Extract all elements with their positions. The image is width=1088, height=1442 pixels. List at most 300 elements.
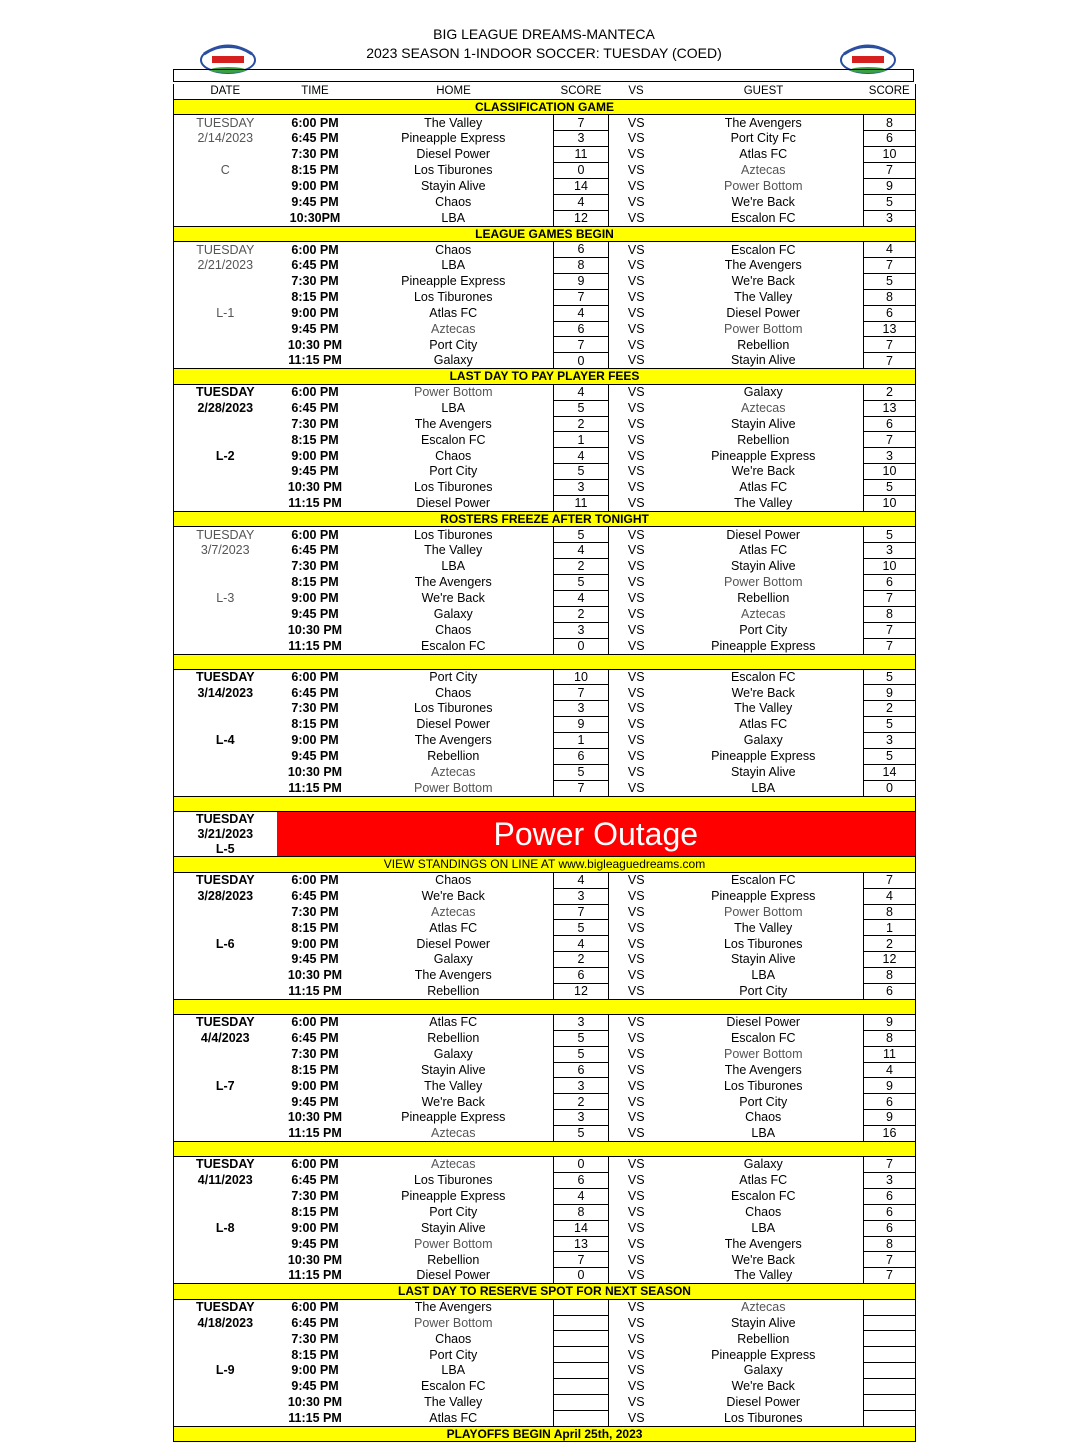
guest-team: Aztecas <box>741 163 786 178</box>
game-row <box>174 888 916 904</box>
game-time: 6:00 PM <box>291 1300 339 1315</box>
guest-team: Rebellion <box>737 1331 790 1346</box>
date-cell <box>174 920 277 936</box>
home-team: Atlas FC <box>429 920 478 935</box>
date-cell <box>174 1046 277 1062</box>
home-score <box>554 1299 609 1315</box>
guest-score: 3 <box>864 1172 916 1188</box>
vs-label: VS <box>627 1015 645 1030</box>
date-cell <box>174 1062 277 1078</box>
vs-label: VS <box>627 1410 645 1425</box>
vs-label: VS <box>627 147 645 162</box>
outage-date-cell: L-5 <box>215 841 235 856</box>
game-row <box>174 543 916 559</box>
vs-label: VS <box>627 1315 645 1330</box>
game-row <box>174 622 916 638</box>
game-time: 10:30 PM <box>287 968 343 983</box>
home-score: 0 <box>554 163 609 179</box>
game-time: 10:30 PM <box>287 622 343 637</box>
game-time: 11:15 PM <box>288 638 342 653</box>
guest-score: 7 <box>864 872 916 888</box>
game-row <box>174 1204 916 1220</box>
home-score: 5 <box>554 1030 609 1046</box>
date-cell <box>174 748 277 764</box>
date-cell <box>174 273 277 289</box>
home-team: Diesel Power <box>416 1268 491 1283</box>
vs-label: VS <box>627 1331 645 1346</box>
vs-label: VS <box>627 543 645 558</box>
guest-team: Escalon FC <box>730 669 796 684</box>
guest-score: 6 <box>864 1204 916 1220</box>
home-score: 4 <box>554 194 609 210</box>
guest-score: 8 <box>864 289 916 305</box>
home-team: Los Tiburones <box>413 527 493 542</box>
home-team: LBA <box>441 559 466 574</box>
home-score: 8 <box>554 258 609 274</box>
guest-score: 6 <box>864 416 916 432</box>
home-score: 12 <box>554 984 609 1000</box>
guest-score <box>864 1363 916 1379</box>
guest-score: 5 <box>864 527 916 543</box>
game-time: 6:45 PM <box>291 258 339 273</box>
home-team: Pineapple Express <box>401 1189 506 1204</box>
vs-label: VS <box>627 1173 645 1188</box>
guest-score: 7 <box>864 1157 916 1173</box>
home-score: 4 <box>554 305 609 321</box>
game-row <box>174 764 916 780</box>
date-cell <box>174 464 277 480</box>
col-date: DATE <box>174 84 277 99</box>
vs-label: VS <box>627 607 645 622</box>
date-cell <box>174 1252 277 1268</box>
vs-label: VS <box>627 131 645 146</box>
game-time: 9:45 PM <box>291 749 339 764</box>
guest-team: Pineapple Express <box>711 749 816 764</box>
home-score: 3 <box>554 480 609 496</box>
guest-team: The Valley <box>734 701 793 716</box>
game-row <box>174 305 916 321</box>
guest-score: 5 <box>864 273 916 289</box>
home-team: Stayin Alive <box>420 1062 486 1077</box>
guest-score: 2 <box>864 384 916 400</box>
game-time: 7:30 PM <box>291 904 339 919</box>
banner-text: LEAGUE GAMES BEGIN <box>174 226 916 242</box>
date-cell <box>174 1395 277 1411</box>
home-score: 6 <box>554 1172 609 1188</box>
game-time: 9:45 PM <box>291 195 339 210</box>
game-time: 10:30 PM <box>287 480 343 495</box>
game-row <box>174 575 916 591</box>
date-cell <box>174 559 277 575</box>
game-row <box>174 115 916 131</box>
game-row <box>174 733 916 749</box>
game-time: 9:00 PM <box>291 733 339 748</box>
game-row <box>174 748 916 764</box>
vs-label: VS <box>627 1204 645 1219</box>
guest-team: Stayin Alive <box>730 952 796 967</box>
game-row <box>174 1299 916 1315</box>
home-score: 7 <box>554 685 609 701</box>
game-time: 6:00 PM <box>291 527 339 542</box>
guest-score <box>864 1331 916 1347</box>
game-time: 8:15 PM <box>291 920 339 935</box>
game-time: 6:00 PM <box>291 385 339 400</box>
game-time: 9:45 PM <box>291 1236 339 1251</box>
home-score: 13 <box>554 1236 609 1252</box>
game-row <box>174 1046 916 1062</box>
date-cell: 2/14/2023 <box>197 131 254 146</box>
vs-label: VS <box>627 1395 645 1410</box>
game-row <box>174 780 916 796</box>
home-score: 5 <box>554 575 609 591</box>
vs-label: VS <box>627 1379 645 1394</box>
guest-score: 8 <box>864 968 916 984</box>
guest-team: Rebellion <box>737 591 790 606</box>
home-team: LBA <box>441 258 466 273</box>
date-cell <box>174 178 277 194</box>
guest-score <box>864 1410 916 1426</box>
game-time: 10:30PM <box>289 210 341 225</box>
vs-label: VS <box>627 1252 645 1267</box>
vs-label: VS <box>627 495 645 510</box>
date-cell <box>174 1331 277 1347</box>
home-score: 7 <box>554 289 609 305</box>
date-cell: TUESDAY <box>195 385 255 400</box>
game-row <box>174 527 916 543</box>
home-score: 7 <box>554 904 609 920</box>
date-cell: TUESDAY <box>195 873 255 888</box>
guest-score: 3 <box>864 733 916 749</box>
date-cell: TUESDAY <box>195 1157 255 1172</box>
vs-label: VS <box>627 873 645 888</box>
date-cell <box>174 353 277 369</box>
guest-team: Atlas FC <box>739 1173 788 1188</box>
guest-score: 2 <box>864 701 916 717</box>
game-time: 9:45 PM <box>291 952 339 967</box>
game-time: 6:45 PM <box>291 543 339 558</box>
home-score: 14 <box>554 1220 609 1236</box>
guest-team: Stayin Alive <box>730 416 796 431</box>
home-score: 3 <box>554 1078 609 1094</box>
guest-score: 6 <box>864 305 916 321</box>
home-team: We're Back <box>421 1094 485 1109</box>
guest-score: 6 <box>864 1188 916 1204</box>
col-vs: VS <box>609 84 664 99</box>
vs-label: VS <box>627 936 645 951</box>
game-row <box>174 242 916 258</box>
game-time: 9:45 PM <box>291 1379 339 1394</box>
section-banner <box>174 511 916 527</box>
guest-team: Pineapple Express <box>711 448 816 463</box>
guest-team: We're Back <box>731 1379 795 1394</box>
home-team: Pineapple Express <box>401 131 506 146</box>
date-cell: L-8 <box>215 1220 235 1235</box>
date-cell: TUESDAY <box>196 527 255 542</box>
banner-text: LAST DAY TO RESERVE SPOT FOR NEXT SEASON <box>174 1284 916 1300</box>
date-cell <box>174 717 277 733</box>
date-cell <box>174 337 277 353</box>
home-score <box>554 1395 609 1411</box>
guest-team: Power Bottom <box>723 321 803 336</box>
home-team: Chaos <box>435 1331 472 1346</box>
guest-score: 7 <box>864 1268 916 1284</box>
vs-label: VS <box>627 749 645 764</box>
guest-team: Diesel Power <box>726 1395 801 1410</box>
guest-team: LBA <box>751 780 776 795</box>
home-score: 3 <box>554 701 609 717</box>
vs-label: VS <box>627 448 645 463</box>
home-score: 5 <box>554 1046 609 1062</box>
guest-team: Chaos <box>745 1110 782 1125</box>
home-score: 6 <box>554 968 609 984</box>
home-team: Rebellion <box>427 1031 480 1045</box>
guest-score <box>864 1347 916 1363</box>
date-cell <box>174 147 277 163</box>
date-cell: L-4 <box>215 733 235 748</box>
page-title: BIG LEAGUE DREAMS-MANTECA <box>433 26 655 42</box>
guest-team: Port City <box>739 1094 788 1109</box>
home-score: 0 <box>554 638 609 654</box>
home-score: 0 <box>554 353 609 369</box>
home-team: Port City <box>429 464 478 479</box>
banner-empty <box>174 796 916 811</box>
home-team: Galaxy <box>433 1046 473 1061</box>
vs-label: VS <box>627 1031 645 1045</box>
home-team: Chaos <box>435 242 472 257</box>
home-team: The Avengers <box>414 416 492 431</box>
date-cell <box>174 1188 277 1204</box>
vs-label: VS <box>627 1078 645 1093</box>
guest-team: Galaxy <box>743 733 783 748</box>
vs-label: VS <box>627 115 645 130</box>
home-score <box>554 1410 609 1426</box>
guest-score: 13 <box>864 321 916 337</box>
game-time: 10:30 PM <box>287 765 343 780</box>
game-time: 10:30 PM <box>287 1252 343 1267</box>
home-score: 7 <box>554 337 609 353</box>
vs-label: VS <box>627 1062 645 1077</box>
section-banner <box>174 857 916 873</box>
guest-team: Escalon FC <box>730 1189 796 1204</box>
home-team: Diesel Power <box>416 936 491 951</box>
game-time: 9:00 PM <box>291 448 339 463</box>
home-score: 7 <box>554 1252 609 1268</box>
guest-team: Atlas FC <box>739 147 788 162</box>
date-cell <box>174 575 277 591</box>
guest-score: 5 <box>864 669 916 685</box>
game-row <box>174 1157 916 1173</box>
date-cell <box>174 984 277 1000</box>
guest-team: LBA <box>751 1220 776 1235</box>
guest-team: We're Back <box>731 685 795 700</box>
game-row <box>174 1110 916 1126</box>
guest-score: 9 <box>864 178 916 194</box>
guest-score: 7 <box>864 622 916 638</box>
home-team: Escalon FC <box>420 432 486 447</box>
guest-team: Los Tiburones <box>723 1078 803 1093</box>
guest-team: Atlas FC <box>739 480 788 495</box>
game-row <box>174 464 916 480</box>
vs-label: VS <box>627 1236 645 1251</box>
home-team: Rebellion <box>427 983 480 998</box>
game-time: 9:00 PM <box>291 1363 339 1378</box>
home-team: Escalon FC <box>420 1379 486 1394</box>
game-time: 9:45 PM <box>291 1094 339 1109</box>
guest-team: Escalon FC <box>730 873 796 888</box>
home-score: 2 <box>554 559 609 575</box>
home-team: Power Bottom <box>413 1236 493 1251</box>
date-cell: 4/4/2023 <box>200 1031 250 1045</box>
game-time: 7:30 PM <box>291 1046 339 1061</box>
game-row <box>174 1395 916 1411</box>
guest-team: The Avengers <box>724 115 802 130</box>
home-score: 5 <box>554 920 609 936</box>
game-time: 7:30 PM <box>291 1331 339 1346</box>
home-score: 2 <box>554 1094 609 1110</box>
guest-team: Escalon FC <box>730 210 796 225</box>
home-team: The Valley <box>424 1078 483 1093</box>
game-row <box>174 131 916 147</box>
home-team: Aztecas <box>431 1157 476 1172</box>
game-time: 8:15 PM <box>291 1062 339 1077</box>
game-time: 9:00 PM <box>291 591 339 606</box>
home-score: 7 <box>554 115 609 131</box>
home-score: 8 <box>554 1204 609 1220</box>
home-score: 12 <box>554 210 609 226</box>
game-time: 7:30 PM <box>291 274 339 289</box>
section-banner <box>174 1284 916 1300</box>
game-time: 6:00 PM <box>291 669 339 684</box>
date-cell: TUESDAY <box>196 242 255 257</box>
section-banner <box>174 99 916 115</box>
home-score: 14 <box>554 178 609 194</box>
vs-label: VS <box>627 289 645 304</box>
guest-score: 10 <box>864 495 916 511</box>
game-time: 11:15 PM <box>288 1126 342 1141</box>
guest-team: The Avengers <box>724 1062 802 1077</box>
guest-team: The Valley <box>734 1268 793 1283</box>
date-cell <box>174 1268 277 1284</box>
home-score: 4 <box>554 936 609 952</box>
home-team: The Valley <box>424 1395 483 1410</box>
home-team: Aztecas <box>431 1126 476 1141</box>
outage-date-cell: TUESDAY <box>195 811 255 826</box>
guest-team: LBA <box>751 968 776 983</box>
vs-label: VS <box>627 305 645 320</box>
guest-team: Los Tiburones <box>723 1410 803 1425</box>
home-score: 11 <box>554 147 609 163</box>
guest-score: 8 <box>864 1030 916 1046</box>
game-row <box>174 495 916 511</box>
game-time: 6:45 PM <box>291 1031 339 1045</box>
home-score: 3 <box>554 131 609 147</box>
guest-team: We're Back <box>731 464 795 479</box>
guest-score: 7 <box>864 258 916 274</box>
guest-team: Rebellion <box>737 432 790 447</box>
game-row <box>174 1268 916 1284</box>
guest-score: 3 <box>864 543 916 559</box>
game-time: 11:15 PM <box>288 1268 342 1283</box>
game-row <box>174 337 916 353</box>
date-cell: 4/18/2023 <box>197 1315 254 1330</box>
home-team: Chaos <box>435 195 472 210</box>
vs-label: VS <box>627 480 645 495</box>
game-row <box>174 480 916 496</box>
game-time: 6:45 PM <box>291 400 339 415</box>
game-time: 8:15 PM <box>291 289 339 304</box>
game-row <box>174 1014 916 1030</box>
game-time: 6:00 PM <box>291 242 339 257</box>
game-row <box>174 432 916 448</box>
vs-label: VS <box>627 952 645 967</box>
guest-score: 9 <box>864 685 916 701</box>
vs-label: VS <box>627 983 645 998</box>
home-team: Chaos <box>435 448 472 463</box>
home-score: 3 <box>554 1110 609 1126</box>
game-time: 6:45 PM <box>291 1173 339 1188</box>
game-row <box>174 1410 916 1426</box>
vs-label: VS <box>627 163 645 178</box>
game-row <box>174 1347 916 1363</box>
vs-label: VS <box>627 765 645 780</box>
guest-score: 6 <box>864 984 916 1000</box>
home-team: The Avengers <box>414 575 492 590</box>
game-time: 11:15 PM <box>288 1410 342 1425</box>
guest-score: 16 <box>864 1126 916 1142</box>
game-time: 9:00 PM <box>291 179 339 194</box>
game-row <box>174 258 916 274</box>
game-time: 10:30 PM <box>287 1110 343 1125</box>
guest-team: The Avengers <box>724 258 802 273</box>
guest-score: 8 <box>864 606 916 622</box>
vs-label: VS <box>627 527 645 542</box>
guest-score: 3 <box>864 448 916 464</box>
home-team: LBA <box>441 1363 466 1378</box>
home-score <box>554 1363 609 1379</box>
game-time: 10:30 PM <box>287 1395 343 1410</box>
home-score: 1 <box>554 432 609 448</box>
home-team: Aztecas <box>431 765 476 780</box>
vs-label: VS <box>627 591 645 606</box>
home-score: 4 <box>554 872 609 888</box>
home-team: The Valley <box>424 115 483 130</box>
home-team: Pineapple Express <box>401 274 506 289</box>
guest-score: 4 <box>864 888 916 904</box>
guest-team: Aztecas <box>741 607 786 622</box>
date-cell: 3/28/2023 <box>197 888 254 903</box>
game-time: 7:30 PM <box>291 1189 339 1204</box>
game-time: 8:15 PM <box>291 163 339 178</box>
home-team: Chaos <box>435 685 472 700</box>
home-team: Los Tiburones <box>413 480 493 495</box>
game-row <box>174 289 916 305</box>
game-row <box>174 952 916 968</box>
vs-label: VS <box>627 733 645 748</box>
banner-text <box>174 999 916 1014</box>
home-score: 3 <box>554 622 609 638</box>
date-cell: TUESDAY <box>195 1015 255 1030</box>
home-score: 6 <box>554 748 609 764</box>
game-time: 7:30 PM <box>291 416 339 431</box>
game-time: 11:15 PM <box>288 353 342 368</box>
game-row <box>174 1331 916 1347</box>
date-cell <box>174 1236 277 1252</box>
home-team: Chaos <box>435 873 472 888</box>
date-cell: L-6 <box>215 936 235 951</box>
guest-score <box>864 1315 916 1331</box>
game-row <box>174 701 916 717</box>
game-time: 6:45 PM <box>291 888 339 903</box>
